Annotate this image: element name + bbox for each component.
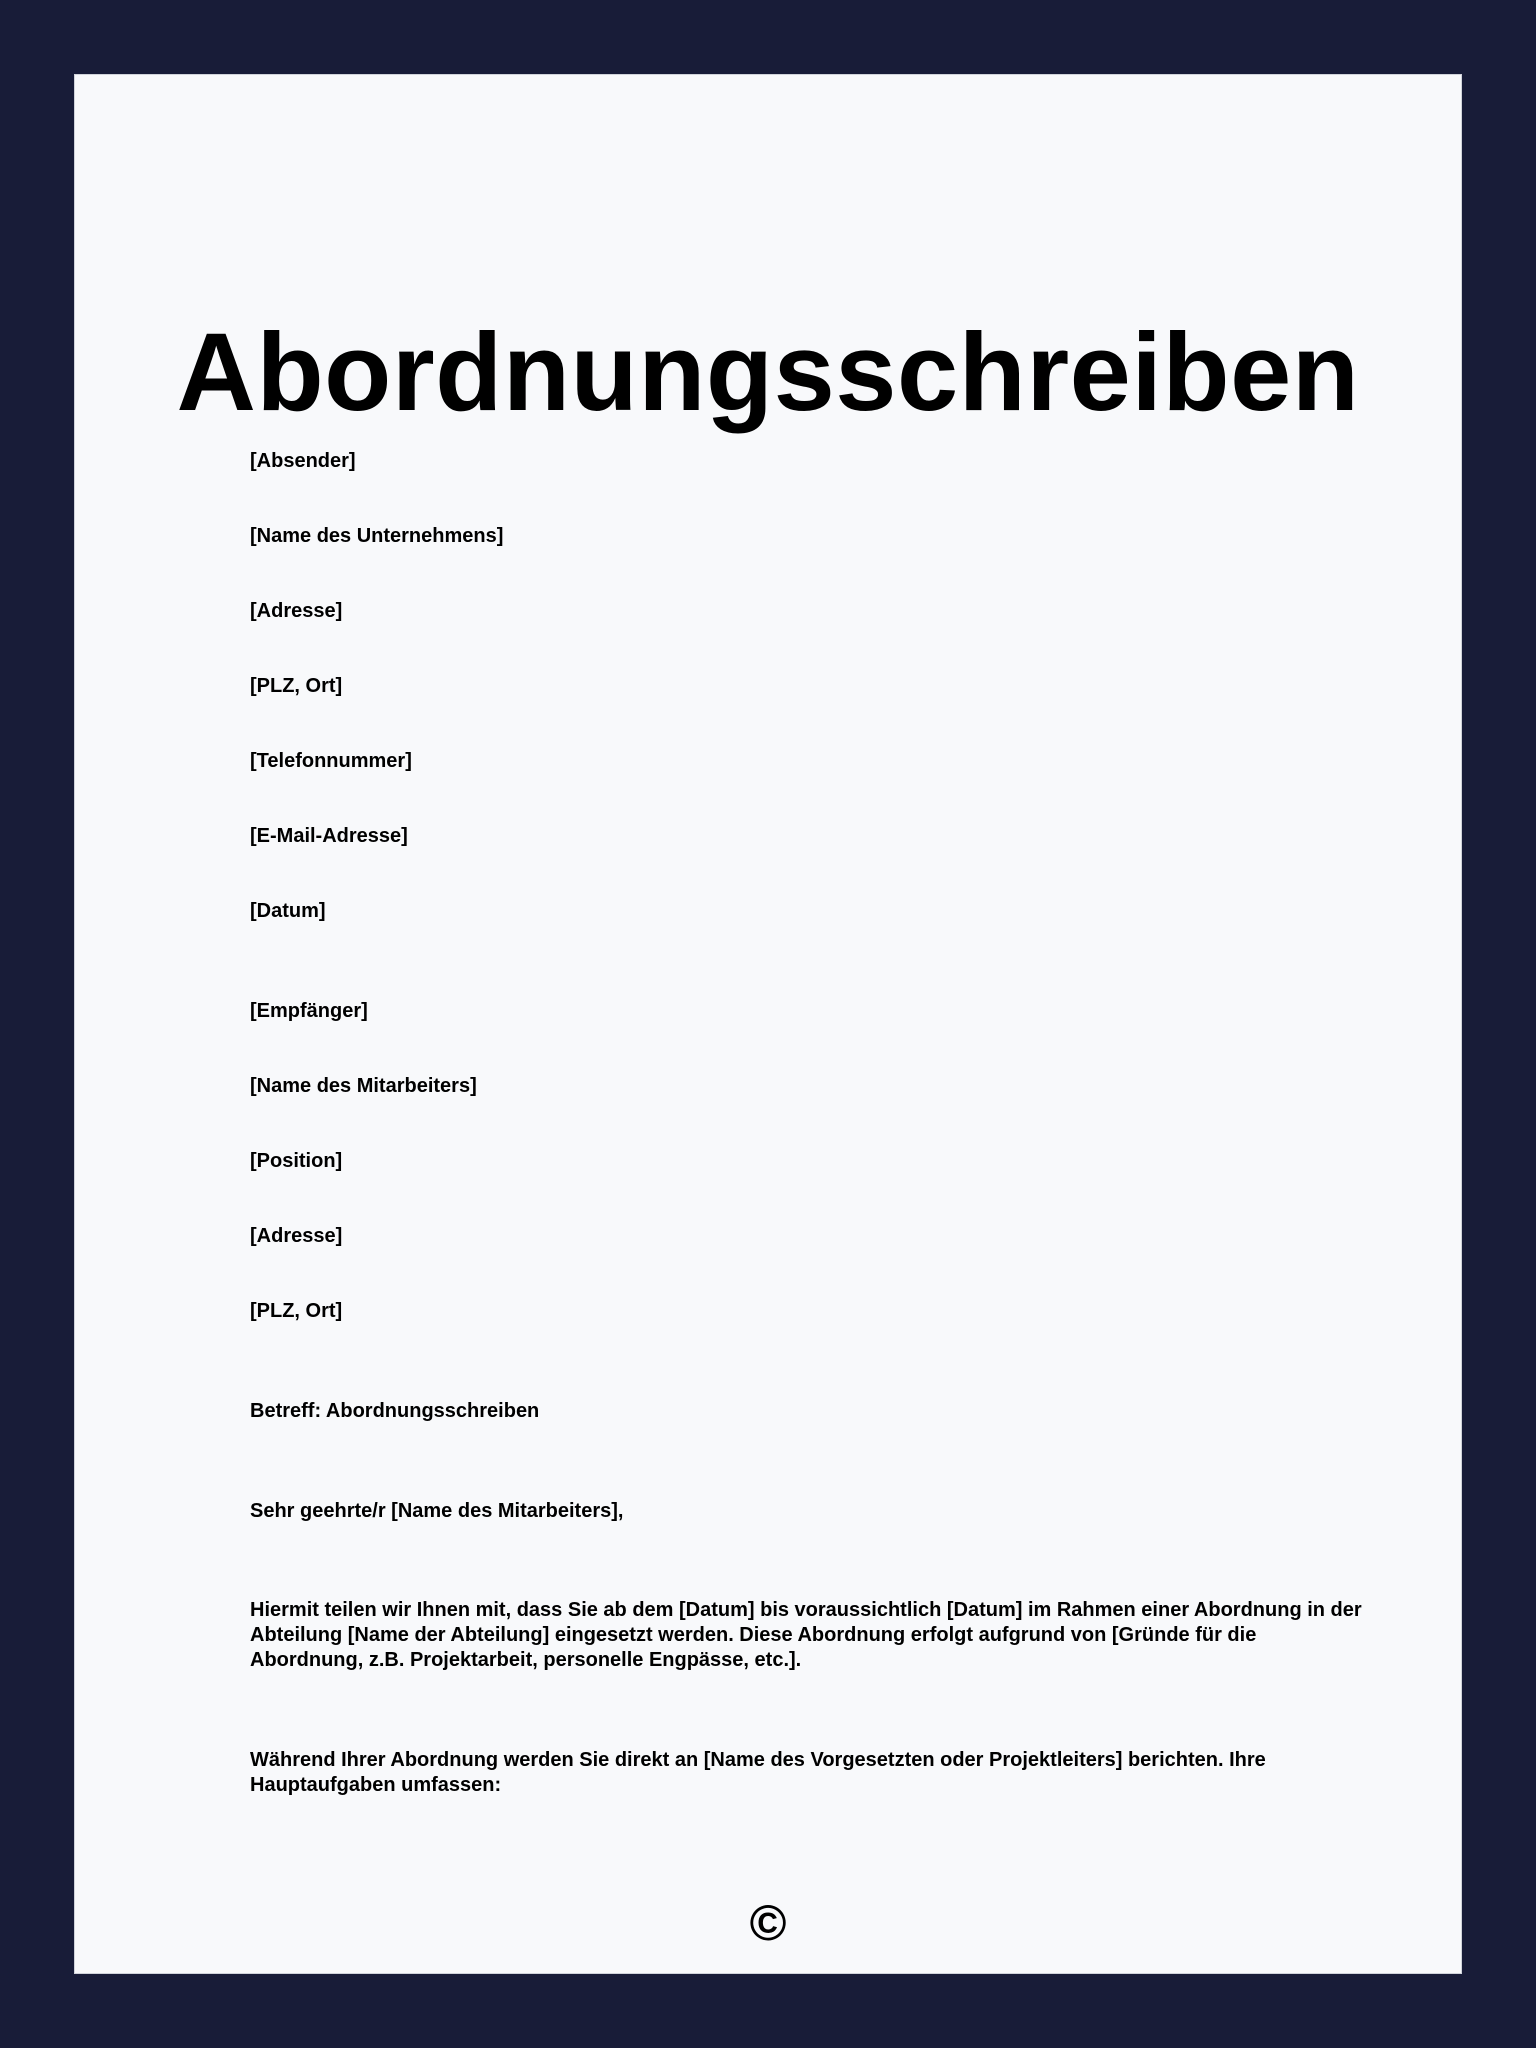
copyright-icon: © (749, 1895, 787, 1951)
sender-zip-city: [PLZ, Ort] (250, 675, 343, 697)
sender-company: [Name des Unternehmens] (250, 525, 504, 547)
body-paragraph: Während Ihrer Abordnung werden Sie direkt an [Name des Vorgesetzten oder Projektleiters] berichten. Ihre Hauptaufgaben umfassen: (250, 1749, 1266, 1796)
sender-address: [Adresse] (250, 600, 343, 622)
salutation: Sehr geehrte/r [Name des Mitarbeiters], (250, 1500, 624, 1522)
sender-heading: [Absender] (250, 450, 356, 472)
recipient-address: [Adresse] (250, 1225, 343, 1247)
recipient-zip-city: [PLZ, Ort] (250, 1300, 343, 1322)
document-page (75, 75, 1461, 1973)
recipient-heading: [Empfänger] (250, 1000, 368, 1022)
sender-date: [Datum] (250, 900, 326, 922)
recipient-name: [Name des Mitarbeiters] (250, 1075, 477, 1097)
sender-email: [E-Mail-Adresse] (250, 825, 408, 847)
document-title: Abordnungsschreiben (176, 311, 1360, 434)
recipient-position: [Position] (250, 1150, 343, 1172)
sender-phone: [Telefonnummer] (250, 750, 412, 772)
subject-line: Betreff: Abordnungsschreiben (250, 1400, 540, 1422)
body-paragraph: Hiermit teilen wir Ihnen mit, dass Sie ab dem [Datum] bis voraussichtlich [Datum] im Rahmen einer Abordnung in der Abteilung [Name der Abteilung] eingesetzt werden. Diese Abordnung erfolgt aufgrund von [Gründe für die Abordnung, z.B. Projektarbeit, personelle Engpässe, etc.]. (250, 1599, 1362, 1671)
